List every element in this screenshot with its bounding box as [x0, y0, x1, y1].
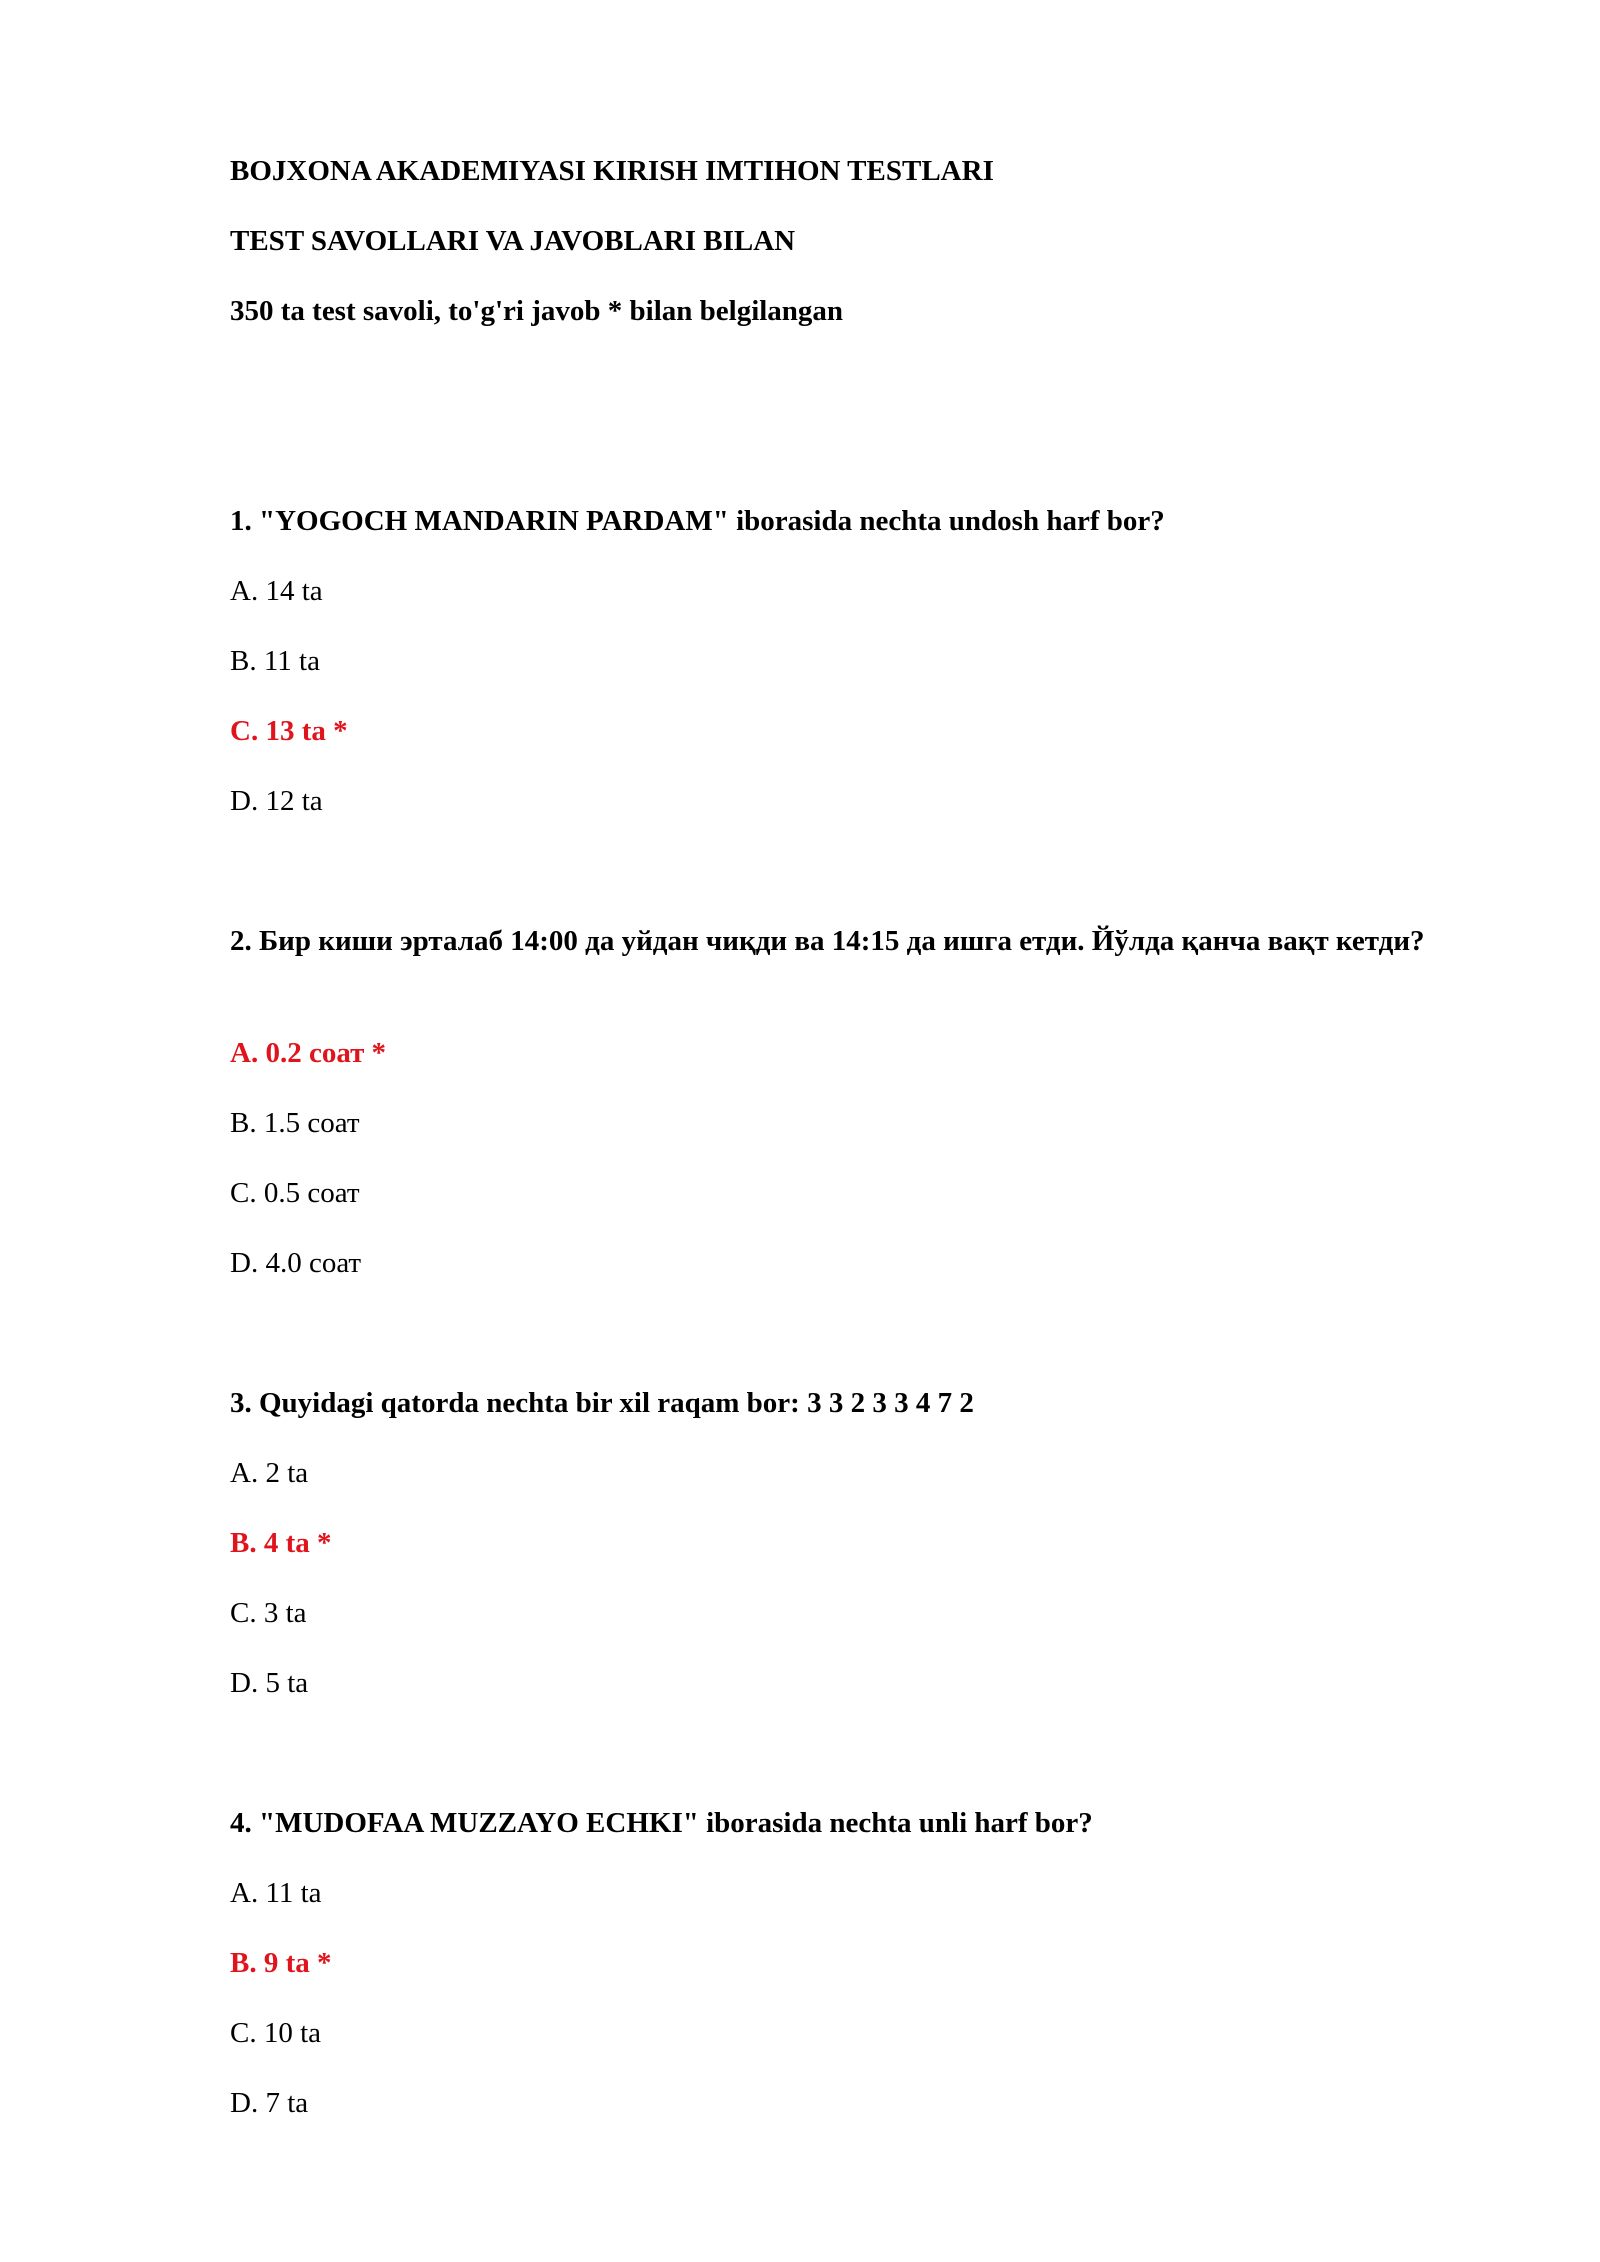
- answer-option: D. 4.0 соат: [230, 1247, 362, 1279]
- question-text: 1. "YOGOCH MANDARIN PARDAM" iborasida nechta undosh harf bor?: [230, 505, 1165, 537]
- answer-option: D. 5 ta: [230, 1667, 309, 1699]
- page-subtitle: 350 ta test savoli, to'g'ri javob * bilan belgilangan: [230, 295, 844, 327]
- answer-option-correct: B. 9 ta *: [230, 1947, 332, 1979]
- answer-option: A. 11 ta: [230, 1877, 322, 1909]
- answer-option: D. 12 ta: [230, 785, 323, 817]
- question-text: 2. Бир киши эрталаб 14:00 да уйдан чиқди ва 14:15 да ишга етди. Йўлда қанча вақт кетди?: [230, 925, 1425, 957]
- page-title-line2: TEST SAVOLLARI VA JAVOBLARI BILAN: [230, 225, 796, 257]
- answer-option-correct: C. 13 ta *: [230, 715, 348, 747]
- page-title-line1: BOJXONA AKADEMIYASI KIRISH IMTIHON TESTLARI: [230, 155, 994, 187]
- question-text: 3. Quyidagi qatorda nechta bir xil raqam bor: 3 3 2 3 3 4 7 2: [230, 1387, 974, 1419]
- answer-option-correct: B. 4 ta *: [230, 1527, 332, 1559]
- question-text: 4. "MUDOFAA MUZZAYO ECHKI" iborasida nechta unli harf bor?: [230, 1807, 1093, 1839]
- answer-option: C. 10 ta: [230, 2017, 322, 2049]
- answer-option: B. 11 ta: [230, 645, 320, 677]
- answer-option: A. 2 ta: [230, 1457, 309, 1489]
- answer-option: D. 7 ta: [230, 2087, 309, 2119]
- answer-option: C. 0.5 соат: [230, 1177, 360, 1209]
- answer-option: A. 14 ta: [230, 575, 323, 607]
- answer-option: C. 3 ta: [230, 1597, 307, 1629]
- answer-option: B. 1.5 соат: [230, 1107, 360, 1139]
- answer-option-correct: A. 0.2 соат *: [230, 1037, 387, 1069]
